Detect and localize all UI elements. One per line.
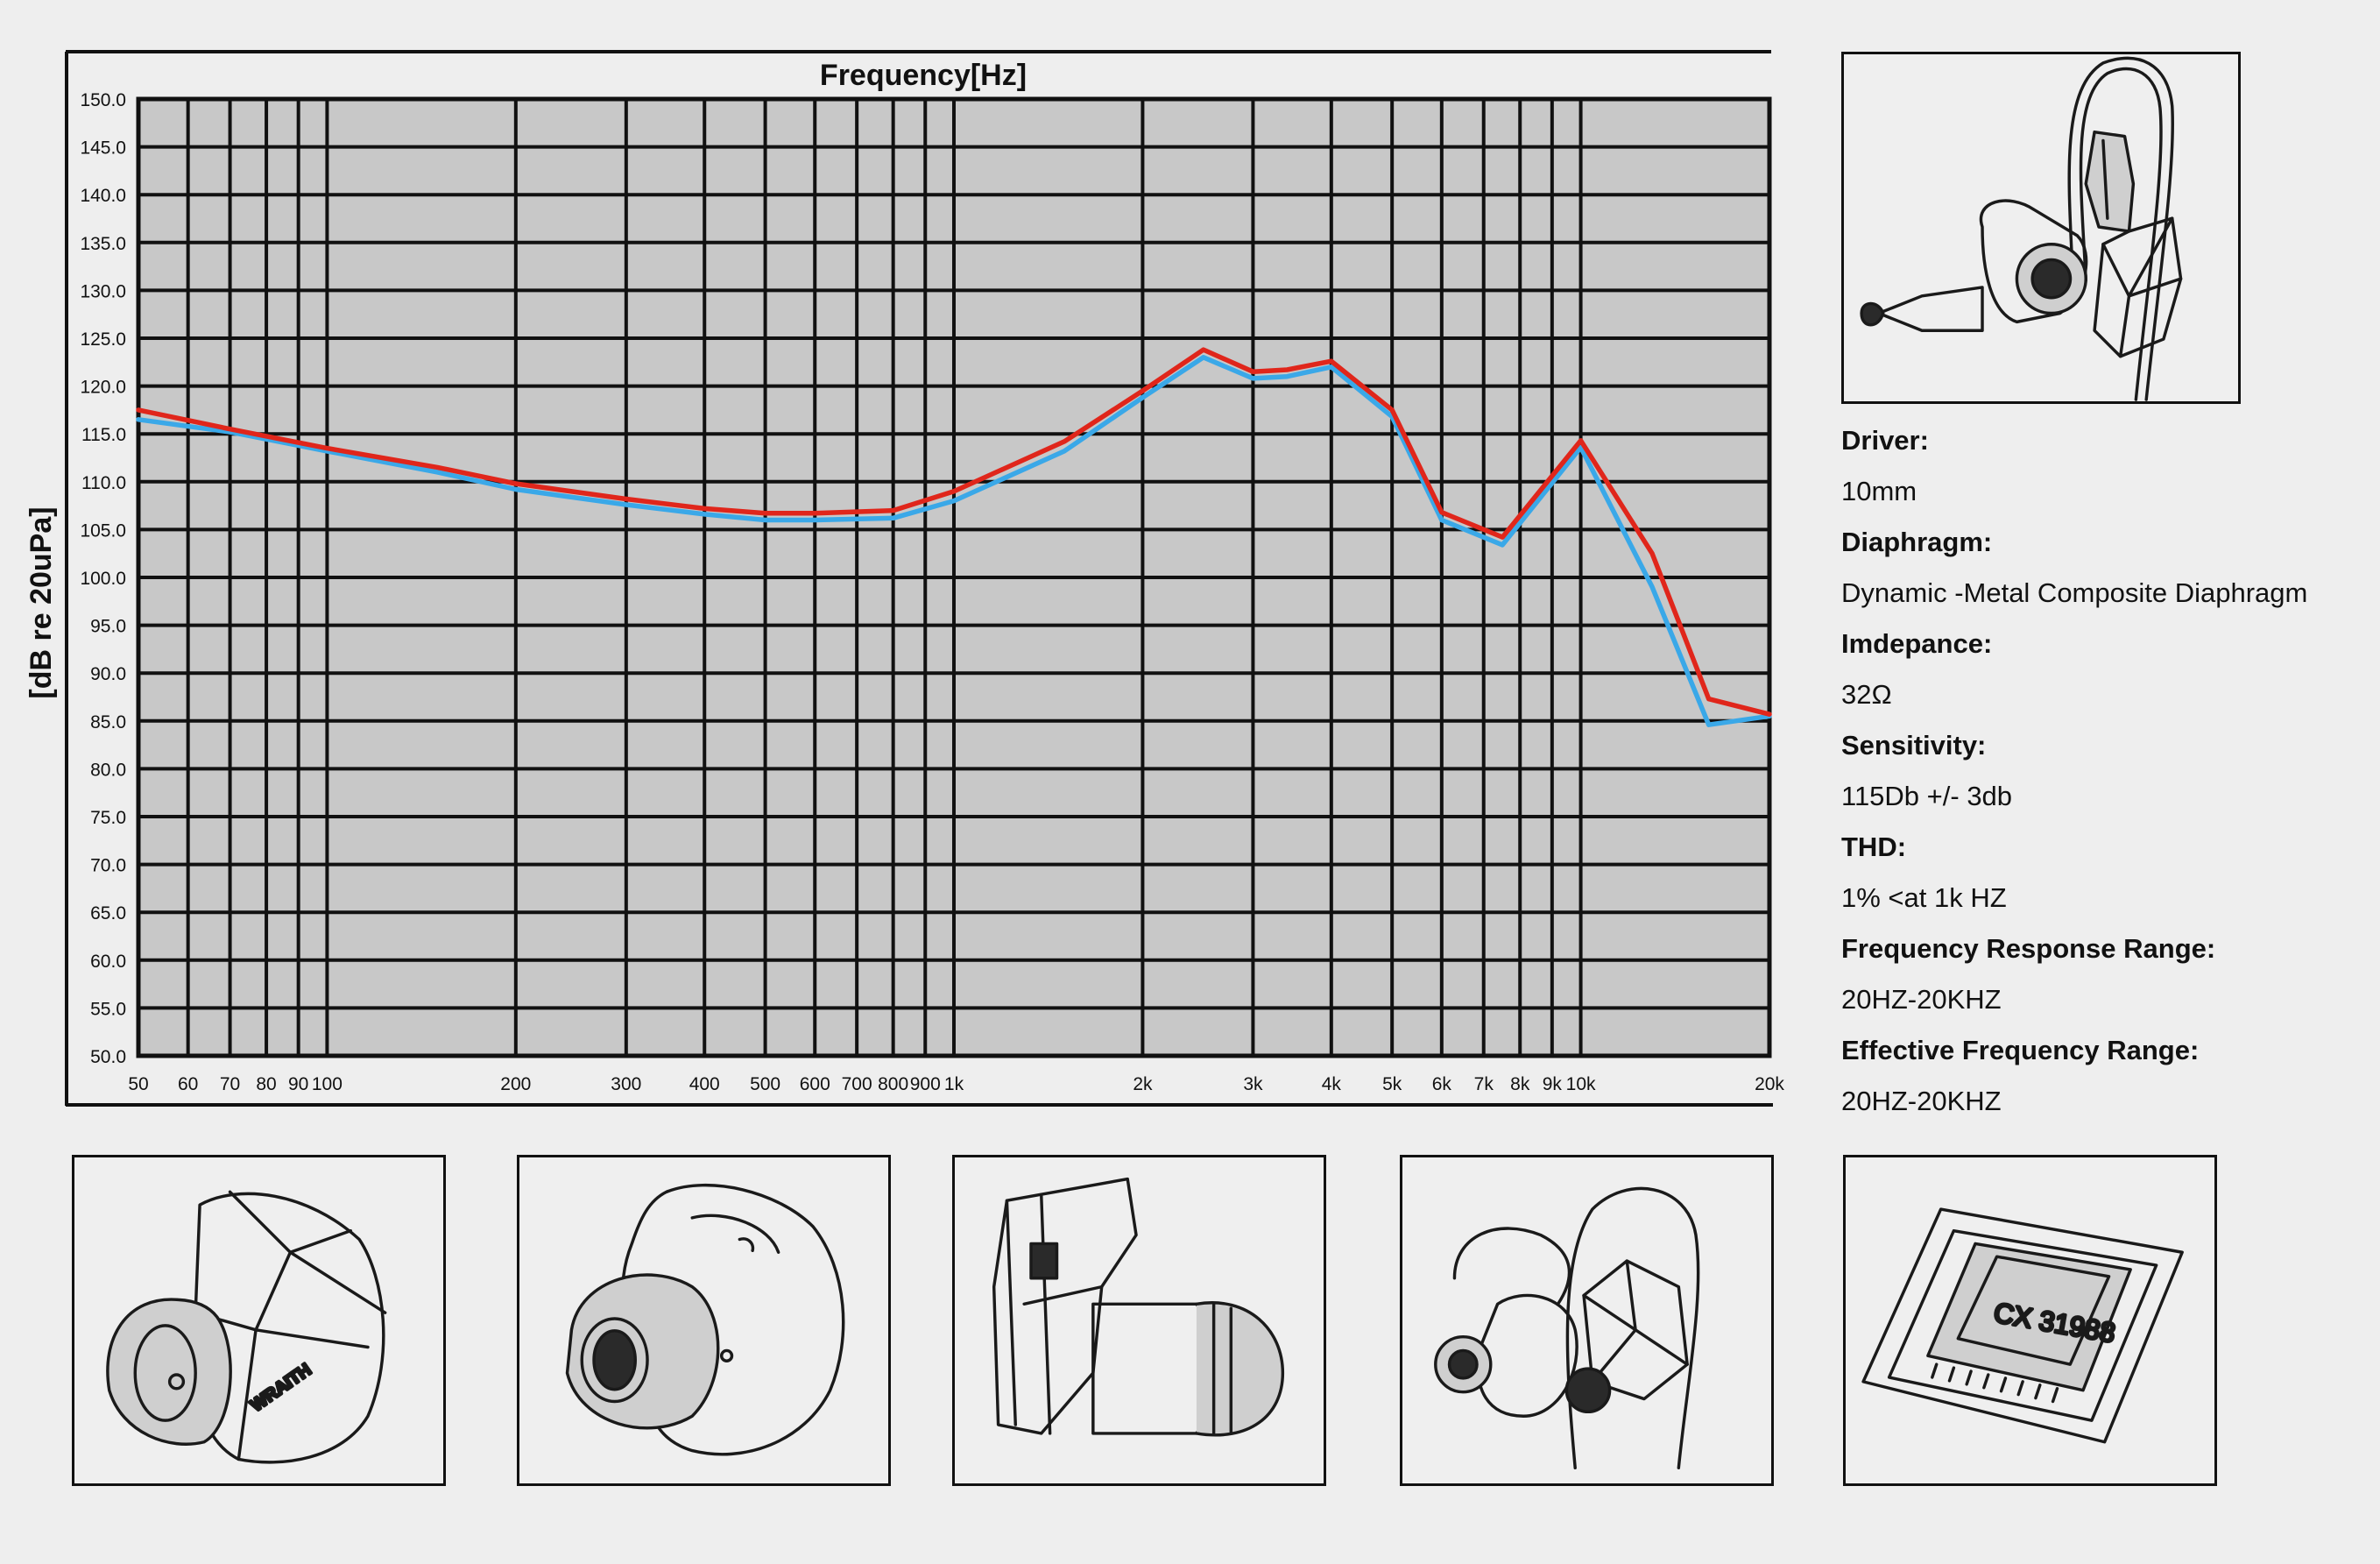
spec-label-effective-frequency-range: Effective Frequency Range: xyxy=(1841,1035,2200,1065)
y-axis-label: [dB re 20uPa] xyxy=(25,506,58,699)
x-tick-label: 1k xyxy=(943,1074,964,1094)
y-tick-label: 90.0 xyxy=(90,664,126,685)
chip-marking: CX 31988 xyxy=(1991,1296,2118,1349)
spec-value-thd: 1% <at 1k HZ xyxy=(1841,882,2007,913)
x-tick-label: 5k xyxy=(1382,1074,1402,1094)
spec-panel xyxy=(1841,415,2367,1127)
spec-value-sensitivity: 115Db +/- 3db xyxy=(1841,781,2013,811)
x-tick-label: 7k xyxy=(1473,1074,1494,1094)
y-tick-label: 70.0 xyxy=(90,855,126,876)
x-tick-label: 6k xyxy=(1431,1074,1451,1094)
ear-tip-illustration xyxy=(519,1157,888,1483)
x-tick-label: 60 xyxy=(177,1074,199,1094)
x-tick-label: 90 xyxy=(287,1074,309,1094)
earphone-with-cable-illustration xyxy=(1402,1157,1771,1483)
spec-label-sensitivity: Sensitivity: xyxy=(1841,730,1987,761)
earphone-cable-illustration xyxy=(1844,54,2238,401)
spec-value-diaphragm: Dynamic -Metal Composite Diaphragm xyxy=(1841,577,2308,608)
spec-label-driver: Driver: xyxy=(1841,425,1929,456)
x-tick-label: 600 xyxy=(799,1074,830,1094)
product-image-earphone-cable xyxy=(1841,52,2241,404)
product-image-earphone-with-cable xyxy=(1400,1155,1774,1486)
x-tick-label: 100 xyxy=(311,1074,343,1094)
x-tick-label: 8k xyxy=(1510,1074,1530,1094)
product-image-ear-tip xyxy=(517,1155,891,1486)
x-tick-label: 500 xyxy=(750,1074,781,1094)
x-tick-label: 20k xyxy=(1755,1074,1784,1094)
y-tick-label: 110.0 xyxy=(81,472,126,493)
spec-label-impedance: Imdepance: xyxy=(1841,628,1993,659)
y-tick-label: 125.0 xyxy=(80,329,126,350)
y-tick-label: 65.0 xyxy=(90,903,126,924)
grid-lines xyxy=(138,99,1769,1056)
x-tick-label: 800 xyxy=(878,1074,909,1094)
spec-value-impedance: 32Ω xyxy=(1841,679,1892,710)
product-image-earphone-profile xyxy=(952,1155,1326,1486)
x-tick-label: 400 xyxy=(689,1074,720,1094)
y-tick-label: 120.0 xyxy=(80,377,126,398)
x-tick-label: 50 xyxy=(128,1074,149,1094)
y-tick-label: 115.0 xyxy=(81,425,126,446)
spec-value-frequency-response-range: 20HZ-20KHZ xyxy=(1841,984,2002,1015)
y-tick-label: 150.0 xyxy=(80,90,126,110)
earphone-brand-mark: WRAITH xyxy=(247,1360,315,1416)
x-tick-label: 80 xyxy=(256,1074,277,1094)
y-tick-label: 145.0 xyxy=(80,138,126,159)
spec-label-frequency-response-range: Frequency Response Range: xyxy=(1841,933,2216,964)
x-tick-label: 700 xyxy=(841,1074,872,1094)
earphone-side-illustration xyxy=(74,1157,443,1483)
y-tick-label: 55.0 xyxy=(90,999,126,1020)
x-tick-label: 200 xyxy=(500,1074,532,1094)
y-tick-label: 130.0 xyxy=(80,281,126,302)
x-tick-label: 3k xyxy=(1243,1074,1263,1094)
x-tick-label: 2k xyxy=(1133,1074,1153,1094)
y-tick-label: 135.0 xyxy=(80,233,126,254)
spec-label-thd: THD: xyxy=(1841,832,1907,862)
product-image-dac-chip xyxy=(1843,1155,2217,1486)
y-tick-label: 50.0 xyxy=(90,1047,126,1067)
y-tick-label: 105.0 xyxy=(80,520,126,541)
spec-label-diaphragm: Diaphragm: xyxy=(1841,527,1993,557)
earphone-profile-illustration xyxy=(955,1157,1324,1483)
y-tick-label: 85.0 xyxy=(90,711,126,732)
dac-chip-illustration xyxy=(1846,1157,2214,1483)
y-tick-label: 140.0 xyxy=(80,186,126,207)
y-tick-label: 80.0 xyxy=(90,760,126,781)
product-image-earphone-side xyxy=(72,1155,446,1486)
x-tick-label: 300 xyxy=(611,1074,642,1094)
x-tick-label: 900 xyxy=(909,1074,941,1094)
y-tick-label: 75.0 xyxy=(90,808,126,828)
x-tick-label: 10k xyxy=(1565,1074,1596,1094)
spec-value-effective-frequency-range: 20HZ-20KHZ xyxy=(1841,1086,2002,1116)
chart-title: Frequency[Hz] xyxy=(819,59,1028,92)
x-tick-label: 9k xyxy=(1542,1074,1562,1094)
y-tick-label: 60.0 xyxy=(90,951,126,972)
x-tick-label: 4k xyxy=(1321,1074,1341,1094)
y-tick-label: 95.0 xyxy=(90,616,126,637)
y-tick-label: 100.0 xyxy=(80,569,126,589)
x-tick-label: 70 xyxy=(219,1074,241,1094)
spec-value-driver: 10mm xyxy=(1841,476,1917,506)
